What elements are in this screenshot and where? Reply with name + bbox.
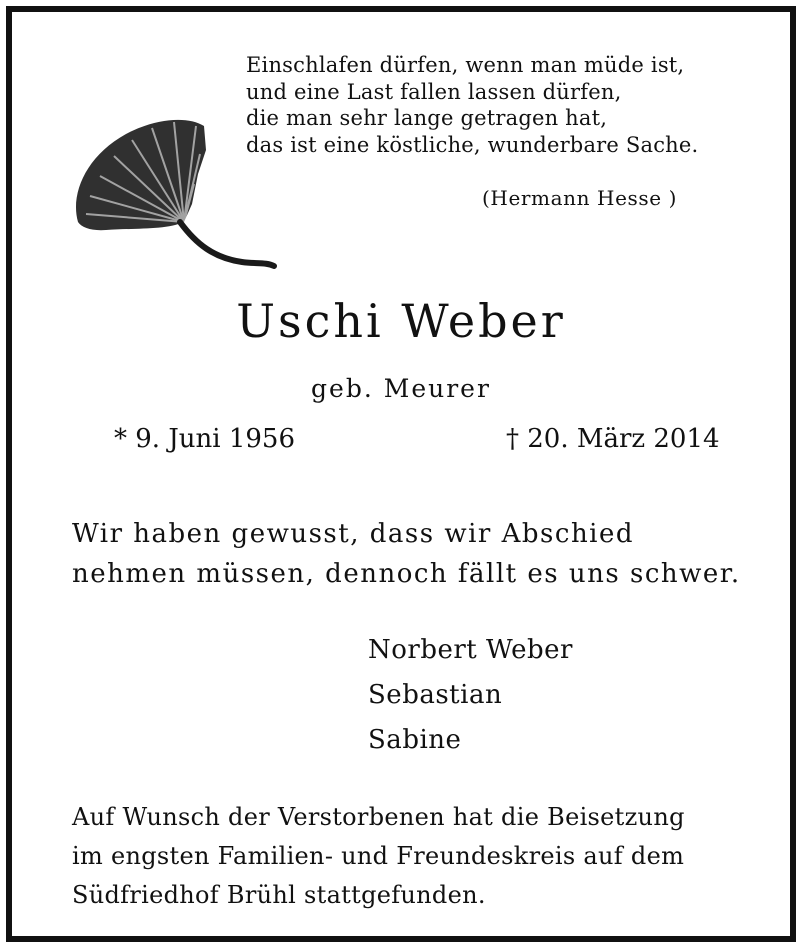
mourner-name: Sebastian [368,680,503,710]
mourners-list [368,628,573,763]
birth-name: geb. Meurer [311,374,491,403]
poem-line: das ist eine köstliche, wunderbare Sache. [246,132,699,157]
notice-line: Südfriedhof Brühl stattgefunden. [72,881,486,909]
birth-date: * 9. Juni 1956 [114,424,295,454]
farewell-line: Wir haben gewusst, dass wir Abschied [72,519,635,549]
farewell-text [72,514,741,594]
obituary-frame [6,6,796,942]
poem [246,52,716,210]
notice-line: Auf Wunsch der Verstorbenen hat die Beisetzung [72,803,685,831]
mourner-name: Norbert Weber [368,635,573,665]
burial-notice [72,798,752,915]
mourner-name: Sabine [368,725,462,755]
farewell-line: nehmen müssen, dennoch fällt es uns schwer. [72,559,741,589]
death-date: † 20. März 2014 [506,424,720,454]
poem-line: die man sehr lange getragen hat, [246,106,608,130]
poem-author: (Hermann Hesse ) [482,186,678,210]
poem-line: Einschlafen dürfen, wenn man müde ist, [246,53,685,77]
poem-line: und eine Last fallen lassen dürfen, [246,79,622,104]
notice-line: im engsten Familien- und Freundeskreis auf dem [72,842,685,870]
deceased-name: Uschi Weber [236,294,566,348]
